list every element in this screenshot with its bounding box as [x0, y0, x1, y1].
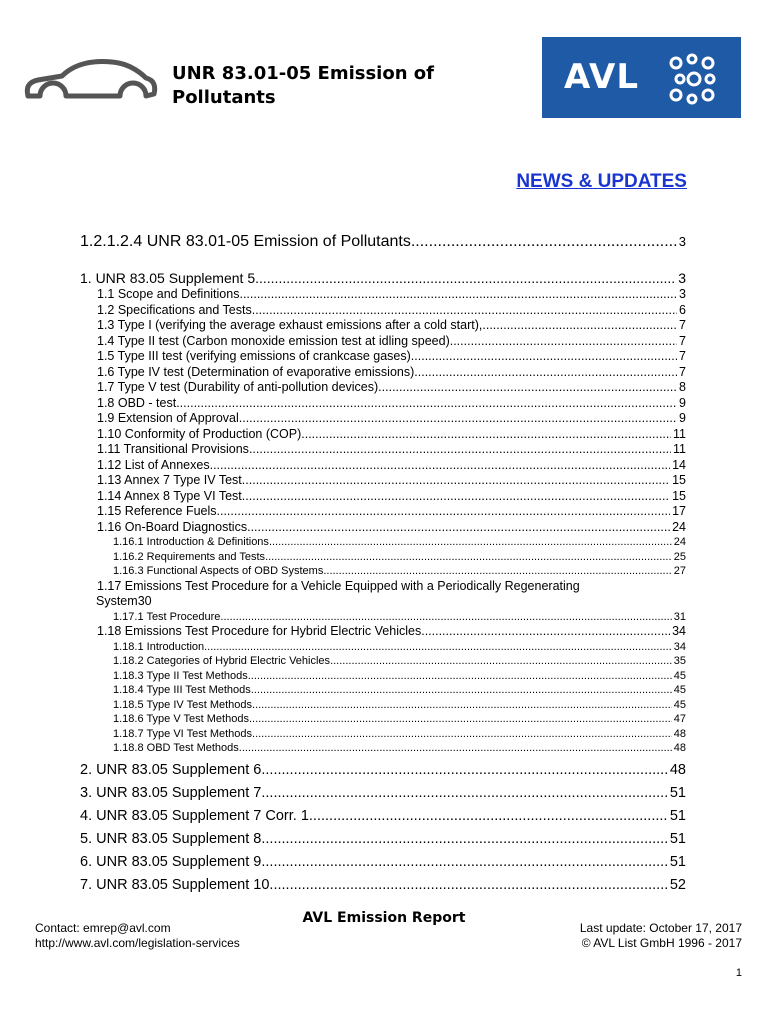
toc-entry-page: 45 [673, 669, 686, 682]
toc-entry[interactable] [80, 762, 686, 779]
toc-entry[interactable] [80, 473, 686, 489]
toc-entry[interactable] [80, 442, 686, 458]
toc-leader-dots [323, 564, 671, 579]
legislation-link[interactable]: http://www.avl.com/legislation-services [35, 936, 240, 950]
contact-email[interactable]: Contact: emrep@avl.com [35, 921, 171, 935]
toc-entry[interactable] [80, 535, 686, 550]
footer-contact [35, 921, 240, 951]
footer-meta [580, 921, 742, 951]
toc-entry-page: 52 [669, 876, 686, 893]
toc-entry-page: 51 [669, 784, 686, 801]
toc-entry-label: 1.14 Annex 8 Type VI Test [97, 488, 242, 503]
news-updates-link[interactable]: NEWS & UPDATES [516, 171, 687, 192]
toc-entry-label: 5. UNR 83.05 Supplement 8 [80, 830, 262, 847]
avl-emblem-icon [666, 51, 722, 107]
toc-entry-label: 6. UNR 83.05 Supplement 9 [80, 853, 262, 870]
toc-entry-page: 3 [678, 270, 686, 286]
toc-leader-dots [261, 762, 668, 779]
toc-leader-dots [242, 489, 670, 505]
car-icon [22, 56, 158, 108]
toc-entry-label: 1.8 OBD - test [97, 395, 177, 410]
toc-entry-label: 1.12 List of Annexes [97, 457, 210, 472]
toc-leader-dots [265, 550, 672, 565]
toc-leader-dots [252, 727, 672, 742]
toc-entry-label: 1.16 On-Board Diagnostics [97, 519, 248, 534]
toc-leader-dots [378, 380, 677, 396]
toc-entry[interactable] [80, 287, 686, 303]
toc-entry-label: 1.5 Type III test (verifying emissions of crankcase gases) [97, 349, 411, 363]
toc-entry-page: 24 [672, 519, 686, 534]
toc-entry-label: 1.18.8 OBD Test Methods [113, 742, 239, 754]
toc-entry-page: 51 [669, 830, 686, 847]
toc-entry-page: 51 [669, 807, 686, 824]
toc-entry[interactable] [80, 579, 686, 610]
toc-entry-page: 48 [673, 742, 686, 754]
toc-entry-label: 1. UNR 83.05 Supplement 5 [80, 270, 256, 286]
toc-entry-label: 1.15 Reference Fuels [97, 504, 217, 518]
toc-leader-dots [255, 270, 676, 287]
toc-entry-label: 1.18.3 Type II Test Methods [113, 669, 248, 682]
toc-entry[interactable] [80, 504, 686, 520]
toc-leader-dots [411, 349, 677, 365]
toc-entry[interactable] [80, 785, 686, 802]
toc-entry-page: 48 [673, 727, 686, 740]
avl-logo [542, 37, 741, 118]
toc-entry-page: 7 [679, 333, 686, 348]
toc-leader-dots [261, 854, 668, 871]
toc-entry-page: 11 [673, 442, 686, 456]
toc-leader-dots [239, 741, 672, 756]
toc-entry[interactable] [80, 232, 686, 252]
toc-entry[interactable] [80, 427, 686, 443]
toc-leader-dots [261, 785, 668, 802]
toc-leader-dots [301, 427, 671, 443]
toc-leader-dots [176, 396, 677, 412]
toc-entry-page: 3 [679, 287, 686, 301]
toc-entry[interactable] [80, 396, 686, 412]
toc-entry[interactable] [80, 854, 686, 871]
toc-entry-page: 11 [673, 426, 686, 441]
toc-entry[interactable] [80, 303, 686, 319]
toc-entry-label: 1.18.7 Type VI Test Methods [113, 727, 253, 740]
toc-entries-list [80, 270, 686, 756]
toc-entry-label: 1.17.1 Test Procedure [113, 610, 221, 623]
toc-entry[interactable] [80, 334, 686, 350]
toc-entry-page: 47 [673, 713, 686, 725]
toc-entry[interactable] [80, 550, 686, 565]
toc-leader-dots [252, 303, 677, 319]
toc-entry-label: 2. UNR 83.05 Supplement 6 [80, 761, 262, 778]
toc-leader-dots [249, 442, 671, 458]
toc-entry-label: 1.6 Type IV test (Determination of evaporative emissions) [97, 364, 415, 379]
toc-entry[interactable] [80, 683, 686, 698]
toc-entry-page: 17 [672, 504, 686, 518]
toc-entry[interactable] [80, 808, 686, 825]
toc-entry-page: 3 [678, 234, 686, 249]
toc-entry-label: System [96, 594, 138, 608]
toc-entry-label: 1.18.1 Introduction [113, 640, 205, 653]
toc-entry-label: 7. UNR 83.05 Supplement 10 [80, 876, 270, 893]
toc-entry-label: 1.1 Scope and Definitions [97, 287, 240, 301]
toc-entry[interactable] [80, 610, 686, 625]
toc-leader-dots [247, 520, 670, 536]
toc-entry-page: 30 [137, 594, 152, 608]
toc-entry-label: 1.18 Emissions Test Procedure for Hybrid Electric Vehicles [97, 624, 422, 638]
toc-entry[interactable] [80, 712, 686, 727]
toc-entry-label: 1.10 Conformity of Production (COP) [97, 426, 302, 441]
toc-entry-page: 8 [679, 380, 686, 394]
toc-leader-dots [239, 287, 677, 303]
toc-entry-page: 24 [673, 536, 686, 548]
toc-entry-label: 1.2 Specifications and Tests [97, 302, 252, 317]
toc-entry-page: 7 [679, 318, 686, 332]
toc-entry[interactable] [80, 365, 686, 381]
toc-entry-page: 15 [672, 488, 686, 503]
toc-entry[interactable] [80, 520, 686, 536]
toc-entry[interactable] [80, 411, 686, 427]
toc-leader-dots [251, 683, 672, 698]
toc-entry[interactable] [80, 564, 686, 579]
toc-entry-label: 1.7 Type V test (Durability of anti-pollution devices) [97, 380, 379, 394]
toc-entry-page: 6 [679, 302, 686, 317]
toc-supplements-list [80, 762, 686, 894]
toc-entry-label: 1.18.2 Categories of Hybrid Electric Vehicles [113, 655, 331, 667]
toc-leader-dots [252, 698, 672, 713]
toc-leader-dots [242, 473, 670, 489]
toc-leader-dots [239, 411, 677, 427]
toc-leader-dots [414, 365, 677, 381]
toc-leader-dots [482, 318, 677, 334]
toc-entry[interactable] [80, 698, 686, 713]
toc-entry-label: 1.2.1.2.4 UNR 83.01-05 Emission of Pollutants [80, 233, 411, 250]
toc-entry-label: 3. UNR 83.05 Supplement 7 [80, 784, 262, 801]
toc-entry-label: 1.18.5 Type IV Test Methods [113, 698, 253, 711]
copyright: © AVL List GmbH 1996 - 2017 [581, 936, 742, 950]
logo-text: AVL [564, 57, 639, 97]
toc-entry-label: 1.18.6 Type V Test Methods [113, 713, 249, 725]
toc-entry-page: 15 [672, 473, 686, 487]
toc-leader-dots [261, 831, 668, 848]
toc-entry-page: 35 [673, 655, 686, 667]
toc-leader-dots [210, 458, 671, 474]
toc-leader-dots [421, 624, 670, 640]
document-title: UNR 83.01-05 Emission of Pollutants [172, 63, 434, 108]
last-update: Last update: October 17, 2017 [579, 921, 742, 935]
toc-leader-dots [269, 535, 672, 550]
toc-entry[interactable] [80, 640, 686, 655]
toc-entry-continuation [96, 594, 686, 610]
toc-entry-page: 7 [679, 364, 686, 379]
toc-leader-dots [330, 654, 672, 669]
toc-entry[interactable] [80, 669, 686, 684]
toc-entry-label: 1.18.4 Type III Test Methods [113, 684, 251, 696]
toc-entry-label: 4. UNR 83.05 Supplement 7 Corr. 1 [80, 807, 309, 824]
toc-entry[interactable] [80, 624, 686, 640]
toc-entry-page: 9 [679, 411, 686, 425]
footer-title: AVL Emission Report [302, 910, 466, 926]
toc-leader-dots [411, 232, 677, 252]
toc-entry-page: 7 [679, 349, 686, 363]
toc-entry-label: 1.17 Emissions Test Procedure for a Vehicle Equipped with a Periodically Regenerating [97, 578, 580, 593]
toc-entry-label: 1.16.2 Requirements and Tests [113, 550, 266, 563]
toc-entry-page: 25 [673, 550, 686, 563]
toc-entry[interactable] [80, 727, 686, 742]
toc-entry-page: 34 [673, 640, 686, 653]
toc-leader-dots [204, 640, 672, 655]
toc-leader-dots [249, 712, 672, 727]
toc-leader-dots [217, 504, 671, 520]
toc-entry[interactable] [80, 318, 686, 334]
toc-entry-page: 45 [673, 698, 686, 711]
toc-entry[interactable] [80, 349, 686, 365]
toc-entry-label: 1.16.1 Introduction & Definitions [113, 536, 269, 548]
toc-leader-dots [450, 334, 677, 350]
toc-entry-label: 1.11 Transitional Provisions [97, 442, 249, 456]
toc-entry-label: 1.16.3 Functional Aspects of OBD Systems [113, 565, 324, 577]
toc-leader-dots [309, 808, 668, 825]
toc-entry-page: 48 [669, 761, 686, 778]
toc-entry-page: 34 [672, 624, 686, 638]
toc-entry[interactable] [80, 741, 686, 756]
toc-entry-page: 51 [669, 853, 686, 870]
toc-entry[interactable] [80, 831, 686, 848]
toc-entry[interactable] [80, 654, 686, 669]
toc-entry[interactable] [80, 270, 686, 287]
toc-leader-dots [248, 669, 672, 684]
toc-entry-page: 14 [672, 457, 686, 472]
toc-entry[interactable] [80, 489, 686, 505]
toc-leader-dots [220, 610, 671, 625]
toc-entry-label: 1.9 Extension of Approval [97, 411, 239, 425]
toc-entry[interactable] [80, 877, 686, 894]
toc-entry-page: 27 [673, 565, 686, 577]
table-of-contents [80, 232, 686, 894]
toc-entry-page: 45 [673, 684, 686, 696]
toc-entry-page: 9 [679, 395, 686, 410]
toc-entry-label: 1.4 Type II test (Carbon monoxide emission test at idling speed) [97, 333, 450, 348]
page-number: 1 [735, 967, 742, 979]
toc-leader-dots [269, 877, 667, 894]
toc-entry[interactable] [80, 380, 686, 396]
toc-entry-label: 1.13 Annex 7 Type IV Test [97, 473, 242, 487]
toc-entry-page: 31 [673, 610, 686, 623]
toc-entry-label: 1.3 Type I (verifying the average exhaust emissions after a cold start), [97, 318, 483, 332]
toc-entry[interactable] [80, 458, 686, 474]
